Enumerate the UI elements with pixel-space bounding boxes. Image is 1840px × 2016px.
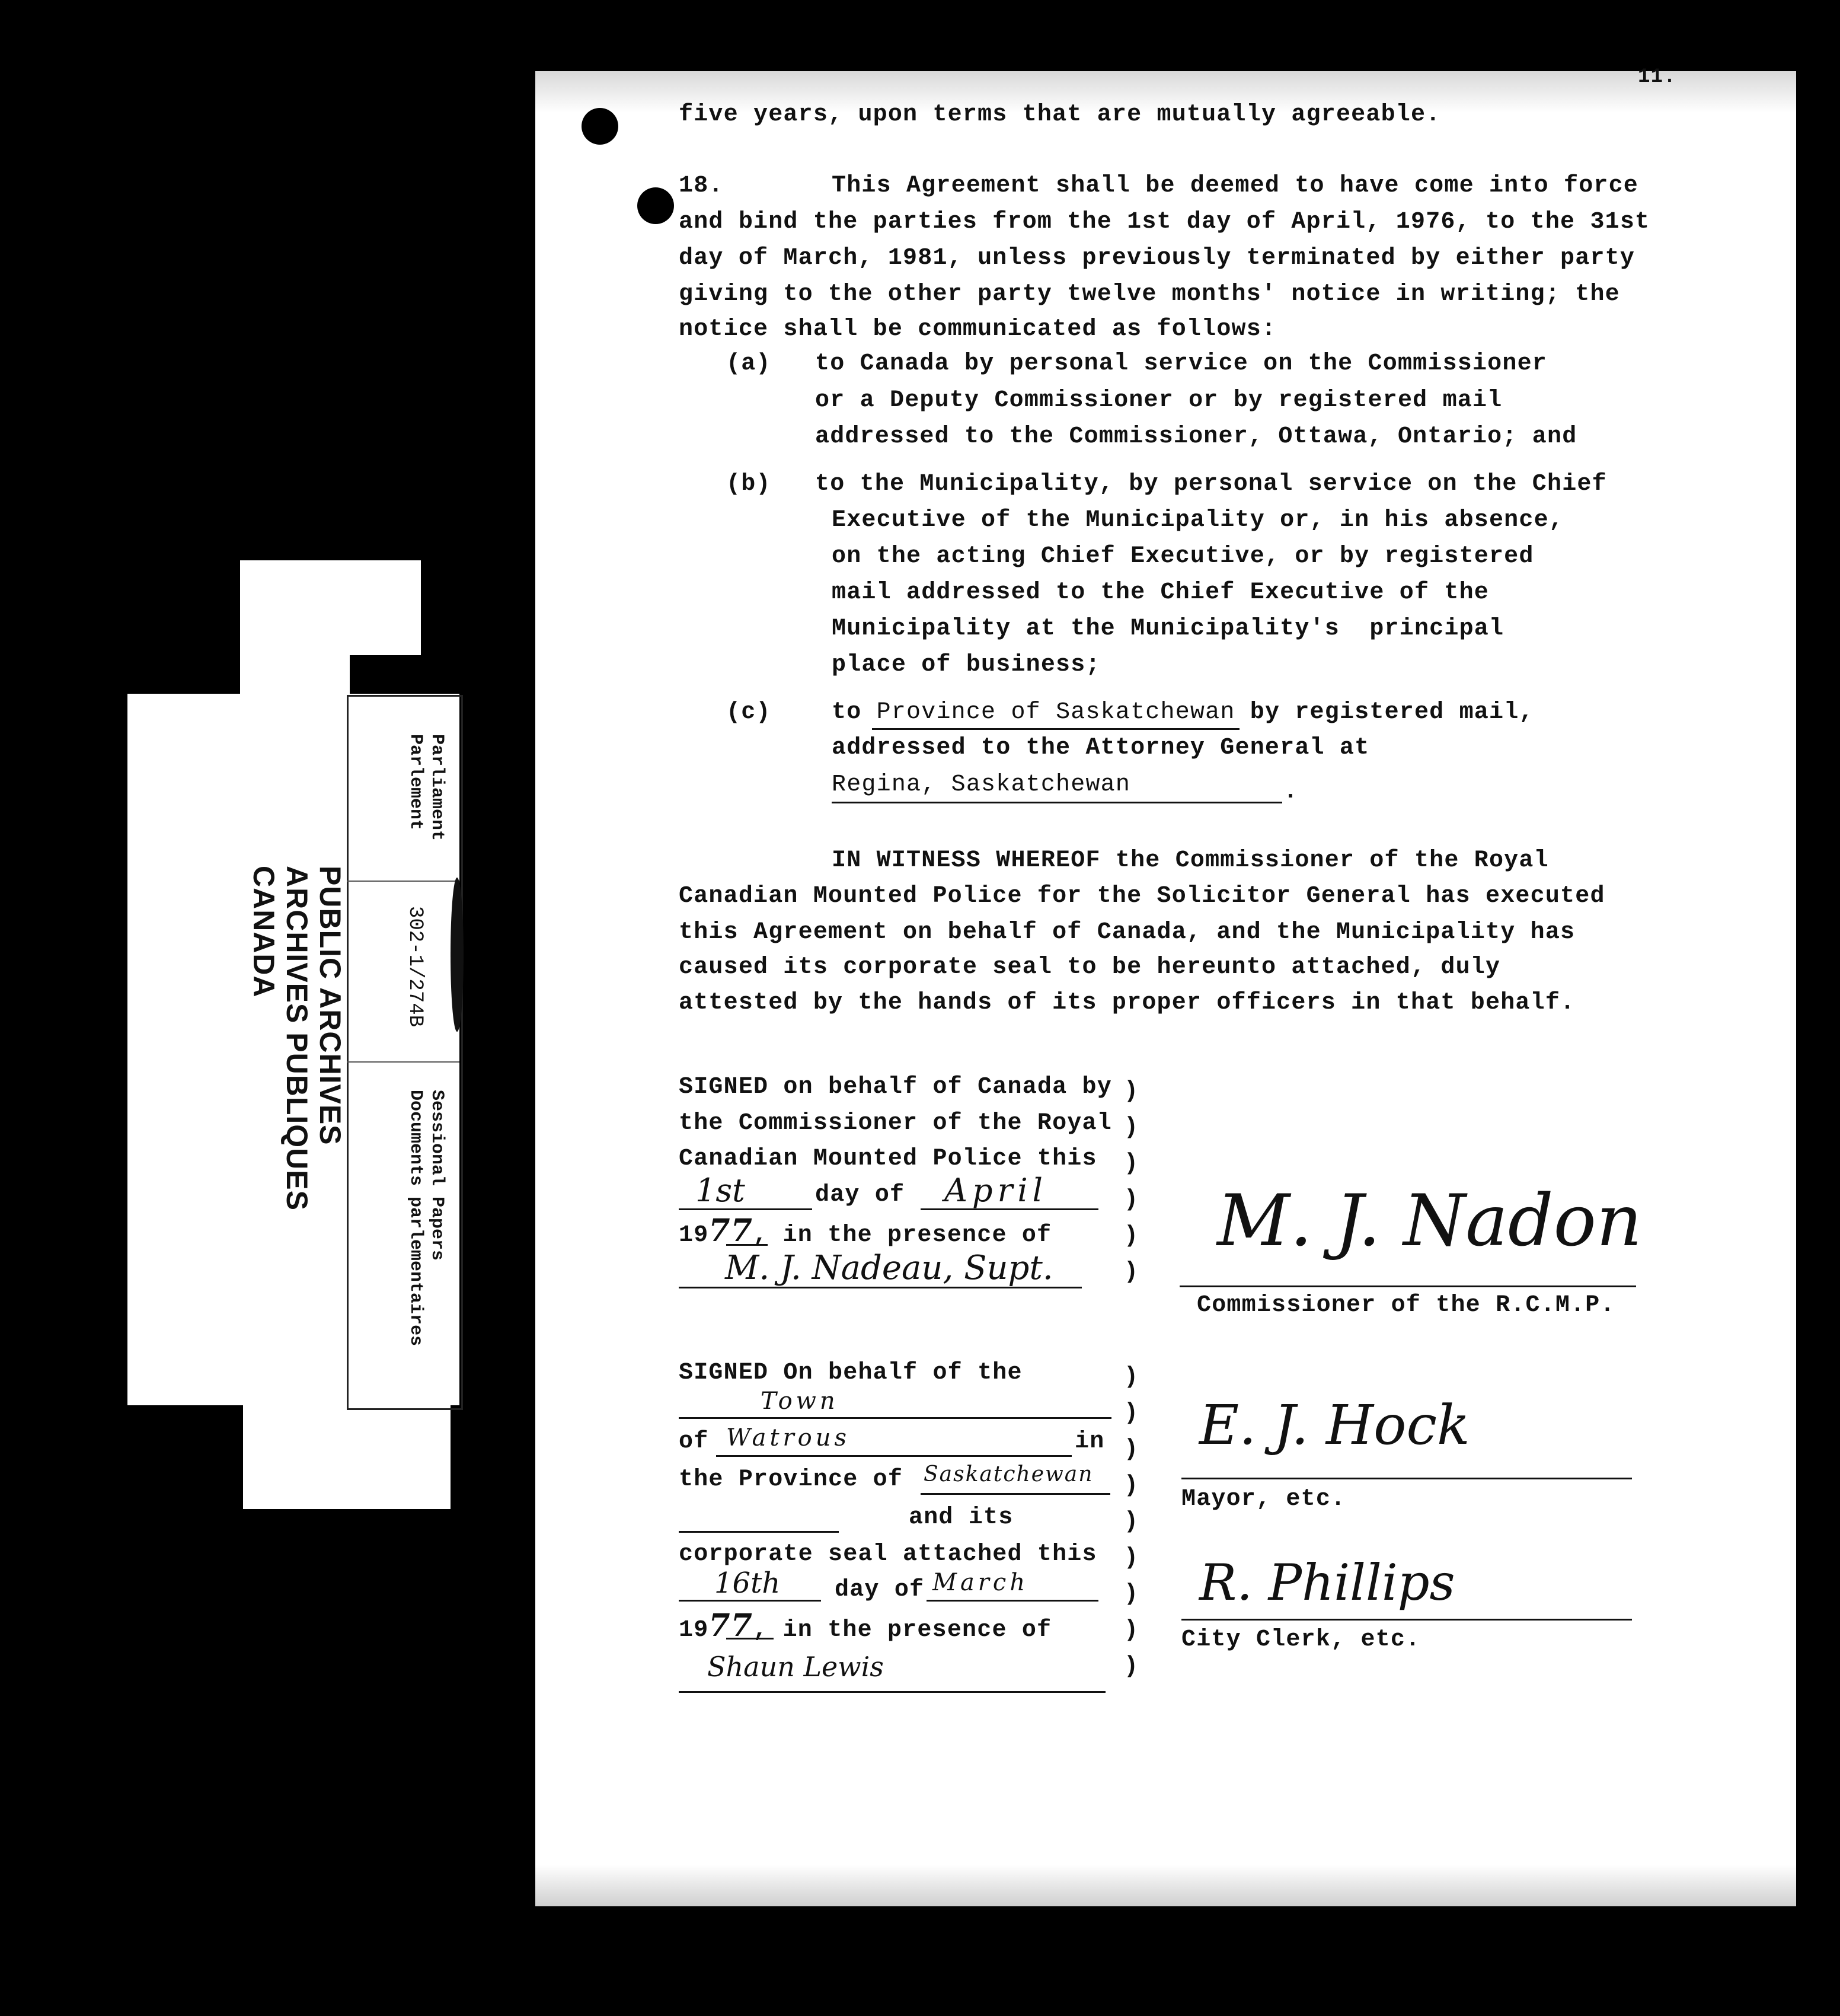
clerk-caption: City Clerk, etc. bbox=[1181, 1626, 1421, 1653]
item-c-line-2: addressed to the Attorney General at bbox=[832, 735, 1370, 761]
town-month-filled: March bbox=[932, 1569, 1029, 1596]
town-name-underline bbox=[716, 1455, 1072, 1457]
canada-month-filled: April bbox=[944, 1172, 1047, 1209]
item-label: (c) bbox=[726, 699, 771, 726]
tag-top-flap bbox=[240, 560, 421, 655]
canada-block-line: Canadian Mounted Police this bbox=[679, 1146, 1097, 1172]
clerk-signature: R. Phillips bbox=[1199, 1554, 1455, 1612]
town-blank-underline bbox=[679, 1531, 839, 1533]
sessional-fr: Documents parlementaires bbox=[405, 1090, 426, 1347]
town-year-line: 1977, in the presence of bbox=[679, 1607, 1052, 1644]
document-page bbox=[535, 66, 1796, 1906]
town-witness-underline bbox=[679, 1691, 1106, 1693]
commissioner-signature: M. J. Nadon bbox=[1217, 1180, 1643, 1262]
commissioner-caption: Commissioner of the R.C.M.P. bbox=[1197, 1292, 1615, 1319]
item-line: Municipality at the Municipality's principal bbox=[832, 615, 1504, 642]
town-day-underline bbox=[679, 1600, 821, 1602]
town-year-filled: 77 bbox=[708, 1607, 753, 1644]
mayor-caption: Mayor, etc. bbox=[1181, 1486, 1346, 1513]
witness-line: Canadian Mounted Police for the Solicitor General has executed bbox=[679, 883, 1605, 910]
province-filled: Province of Saskatchewan bbox=[876, 699, 1235, 726]
tag-label-divider bbox=[347, 1061, 459, 1063]
tag-label-divider bbox=[347, 881, 459, 882]
witness-line: IN WITNESS WHEREOF the Commissioner of the Royal bbox=[832, 847, 1549, 874]
canada-witness-underline bbox=[679, 1287, 1082, 1288]
item-line: addressed to the Commissioner, Ottawa, Ontario; and bbox=[815, 423, 1577, 450]
town-month-underline bbox=[927, 1600, 1098, 1602]
town-day-filled: 16th bbox=[714, 1567, 781, 1600]
parliament-fr: Parlement bbox=[405, 734, 426, 831]
commissioner-signature-line bbox=[1180, 1285, 1636, 1287]
clause-line: and bind the parties from the 1st day of April, 1976, to the 31st bbox=[679, 209, 1650, 235]
province-underline bbox=[872, 728, 1240, 730]
item-line: mail addressed to the Chief Executive of the bbox=[832, 579, 1489, 606]
item-line: on the acting Chief Executive, or by registered bbox=[832, 543, 1534, 570]
canada-year-underline bbox=[726, 1244, 768, 1246]
witness-line: attested by the hands of its proper officers in that behalf. bbox=[679, 990, 1576, 1016]
mayor-signature: E. J. Hock bbox=[1199, 1393, 1470, 1457]
town-of-label: of bbox=[679, 1428, 709, 1455]
clause-line: This Agreement shall be deemed to have come into force bbox=[832, 173, 1639, 199]
town-in-label: in bbox=[1075, 1428, 1105, 1455]
corner-mark: 11. bbox=[1638, 66, 1676, 88]
punch-hole bbox=[637, 187, 674, 224]
canada-year-filled: 77 bbox=[708, 1213, 753, 1249]
stamp-line: CANADA bbox=[247, 866, 280, 998]
reference-number: 302-1/274B bbox=[404, 906, 426, 1028]
tag-lower-tab bbox=[243, 1405, 451, 1509]
canada-block-line: the Commissioner of the Royal bbox=[679, 1110, 1112, 1137]
tag-notch-mark bbox=[451, 878, 464, 1032]
clause-number: 18. bbox=[679, 173, 724, 199]
parliament-label bbox=[405, 734, 448, 841]
canada-block-line: SIGNED on behalf of Canada by bbox=[679, 1074, 1112, 1100]
city-underline bbox=[832, 802, 1282, 803]
punch-hole bbox=[582, 108, 618, 145]
clause-line: day of March, 1981, unless previously terminated by either party bbox=[679, 245, 1635, 272]
item-line: to Canada by personal service on the Commissioner bbox=[815, 350, 1547, 377]
witness-line: this Agreement on behalf of Canada, and the Municipality has bbox=[679, 919, 1576, 946]
witness-line: caused its corporate seal to be hereunto attached, duly bbox=[679, 954, 1501, 981]
canada-year-line: 1977, in the presence of bbox=[679, 1213, 1052, 1249]
canada-day-of: day of bbox=[815, 1182, 905, 1208]
item-line: to the Municipality, by personal service on the Chief bbox=[815, 471, 1607, 497]
mayor-signature-line bbox=[1181, 1478, 1632, 1479]
paren-column: ) ) ) ) ) ) ) ) ) bbox=[1124, 1364, 1139, 1680]
town-province-filled: Saskatchewan bbox=[924, 1462, 1094, 1487]
canada-day-filled: 1st bbox=[695, 1172, 745, 1209]
item-label: (a) bbox=[726, 350, 771, 377]
town-day-of: day of bbox=[835, 1577, 925, 1603]
item-line: place of business; bbox=[832, 652, 1101, 678]
item-c-line-1: to Province of Saskatchewan by registered mail, bbox=[832, 699, 1534, 726]
paren-column: ) ) ) ) ) ) bbox=[1124, 1078, 1139, 1285]
town-year-underline bbox=[726, 1638, 774, 1639]
town-province-label: the Province of bbox=[679, 1466, 903, 1493]
town-province-underline bbox=[921, 1493, 1110, 1495]
archive-tag bbox=[0, 0, 534, 2016]
item-c-line-3: Regina, Saskatchewan bbox=[832, 771, 1131, 798]
parliament-en: Parliament bbox=[427, 734, 447, 841]
archives-stamp bbox=[247, 866, 347, 1211]
town-seal-line: corporate seal attached this bbox=[679, 1541, 1097, 1568]
town-block-line: SIGNED On behalf of the bbox=[679, 1360, 1023, 1386]
town-type-filled: Town bbox=[761, 1387, 839, 1415]
item-c-period: . bbox=[1283, 779, 1299, 805]
canada-day-underline bbox=[679, 1208, 812, 1210]
sessional-en: Sessional Papers bbox=[427, 1090, 447, 1261]
clerk-signature-line bbox=[1181, 1619, 1632, 1621]
intro-line: five years, upon terms that are mutually agreeable. bbox=[679, 101, 1441, 128]
town-and-its: and its bbox=[909, 1504, 1014, 1531]
tag-upper-neck bbox=[240, 652, 350, 697]
sessional-label bbox=[405, 1090, 448, 1346]
town-name-filled: Watrous bbox=[726, 1424, 851, 1452]
canada-month-underline bbox=[921, 1208, 1098, 1210]
town-type-underline bbox=[679, 1417, 1111, 1419]
stamp-line: PUBLIC ARCHIVES bbox=[314, 866, 347, 1146]
item-line: Executive of the Municipality or, in his absence, bbox=[832, 507, 1564, 534]
item-line: or a Deputy Commissioner or by registered mail bbox=[815, 387, 1503, 414]
canada-witness-signature: M. J. Nadeau, Supt. bbox=[725, 1249, 1053, 1287]
scan-edge-bottom bbox=[535, 1865, 1796, 1906]
town-witness-signature: Shaun Lewis bbox=[707, 1651, 884, 1683]
stamp-line: ARCHIVES PUBLIQUES bbox=[280, 866, 314, 1211]
clause-line: notice shall be communicated as follows: bbox=[679, 316, 1277, 343]
item-label: (b) bbox=[726, 471, 771, 497]
clause-line: giving to the other party twelve months' notice in writing; the bbox=[679, 281, 1620, 308]
